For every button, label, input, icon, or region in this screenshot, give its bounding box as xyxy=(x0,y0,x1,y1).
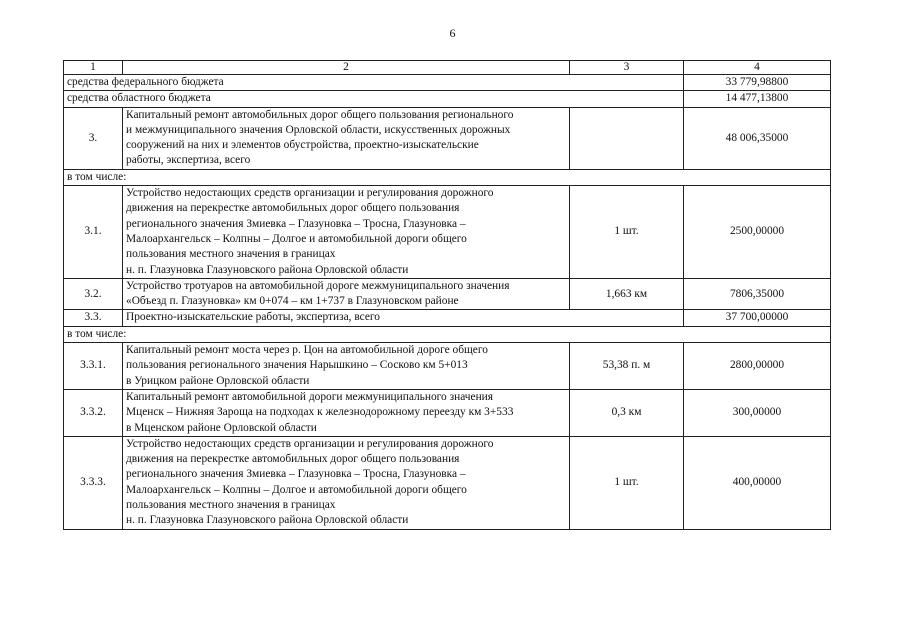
row-amount: 2500,00000 xyxy=(684,186,831,279)
description-line: пользования регионального значения Нарышкино – Сосково км 5+013 xyxy=(126,359,468,372)
row-number: 3.3.2. xyxy=(64,389,123,436)
description-line: сооружений на них и элементов обустройства, проектно-изыскательские xyxy=(126,139,479,152)
row-number: 3.1. xyxy=(64,186,123,279)
description-line: работы, экспертиза, всего xyxy=(126,154,251,167)
table-row-3-3-1 xyxy=(64,343,831,390)
row-quantity: 1 шт. xyxy=(570,436,684,529)
description-line: регионального значения Змиевка – Глазуновка – Тросна, Глазуновка – xyxy=(126,468,466,481)
description-line: пользования местного значения в границах xyxy=(126,499,336,512)
header-col-2: 2 xyxy=(123,61,570,75)
description-line: регионального значения Змиевка – Глазуновка – Тросна, Глазуновка – xyxy=(126,217,466,230)
federal-value: 33 779,98800 xyxy=(684,75,831,91)
row-amount: 2800,00000 xyxy=(684,343,831,390)
description-line: Устройство недостающих средств организации и регулирования дорожного xyxy=(126,187,494,200)
table-row-3-1 xyxy=(64,186,831,279)
row-number: 3.3.1. xyxy=(64,343,123,390)
table-row-including xyxy=(64,326,831,342)
regional-value: 14 477,13800 xyxy=(684,91,831,107)
table-row-federal xyxy=(64,75,831,91)
description-line: н. п. Глазуновка Глазуновского района Орловской области xyxy=(126,263,409,276)
header-col-3: 3 xyxy=(570,61,684,75)
row-quantity xyxy=(570,107,684,169)
row-amount: 48 006,35000 xyxy=(684,107,831,169)
description-line: «Объезд п. Глазуновка» км 0+074 – км 1+737 в Глазуновском районе xyxy=(126,295,459,308)
description-line: в Мценском районе Орловской области xyxy=(126,421,317,434)
table-row-3-3 xyxy=(64,310,831,326)
table-row-including xyxy=(64,169,831,185)
row-description xyxy=(123,436,570,529)
row-description xyxy=(123,107,570,169)
row-quantity: 53,38 п. м xyxy=(570,343,684,390)
header-col-1: 1 xyxy=(64,61,123,75)
description-line: н. п. Глазуновка Глазуновского района Орловской области xyxy=(126,514,409,527)
header-col-4: 4 xyxy=(684,61,831,75)
description-line: Малоархангельск – Колпны – Долгое и автомобильной дороги общего xyxy=(126,483,467,496)
row-quantity: 1 шт. xyxy=(570,186,684,279)
table-row-regional xyxy=(64,91,831,107)
row-number: 3.3.3. xyxy=(64,436,123,529)
row-quantity: 1,663 км xyxy=(570,278,684,310)
description-line: движения на перекрестке автомобильных дорог общего пользования xyxy=(126,453,460,466)
table-header-row xyxy=(64,61,831,75)
description-line: движения на перекрестке автомобильных дорог общего пользования xyxy=(126,202,460,215)
description-line: Капитальный ремонт моста через р. Цон на автомобильной дороге общего xyxy=(126,344,488,357)
table-row-3 xyxy=(64,107,831,169)
table-row-3-3-2 xyxy=(64,389,831,436)
description-line: Малоархангельск – Колпны – Долгое и автомобильной дороги общего xyxy=(126,232,467,245)
description-line: и межмуниципального значения Орловской области, искусственных дорожных xyxy=(126,123,511,136)
row-amount: 400,00000 xyxy=(684,436,831,529)
row-amount: 300,00000 xyxy=(684,389,831,436)
row-description xyxy=(123,186,570,279)
description-line: пользования местного значения в границах xyxy=(126,248,336,261)
row-amount: 7806,35000 xyxy=(684,278,831,310)
table-row-3-3-3 xyxy=(64,436,831,529)
row-description: Проектно-изыскательские работы, экспертиза, всего xyxy=(123,310,684,326)
description-line: Устройство недостающих средств организации и регулирования дорожного xyxy=(126,437,494,450)
row-description xyxy=(123,343,570,390)
row-description xyxy=(123,389,570,436)
row-number: 3.3. xyxy=(64,310,123,326)
description-line: Мценск – Нижняя Зароща на подходах к железнодорожному переезду км 3+533 xyxy=(126,406,514,419)
description-line: Устройство тротуаров на автомобильной дороге межмуниципального значения xyxy=(126,279,510,292)
table-row-3-2 xyxy=(64,278,831,310)
description-line: Капитальный ремонт автомобильных дорог общего пользования регионального xyxy=(126,108,514,121)
regional-label: средства областного бюджета xyxy=(64,91,684,107)
row-amount: 37 700,00000 xyxy=(684,310,831,326)
row-quantity: 0,3 км xyxy=(570,389,684,436)
page-number: 6 xyxy=(449,26,456,40)
row-number: 3.2. xyxy=(64,278,123,310)
description-line: Капитальный ремонт автомобильной дороги межмуниципального значения xyxy=(126,390,494,403)
budget-table xyxy=(63,60,831,530)
including-label: в том числе: xyxy=(64,326,831,342)
description-line: в Урицком районе Орловской области xyxy=(126,374,310,387)
row-description xyxy=(123,278,570,310)
row-number: 3. xyxy=(64,107,123,169)
federal-label: средства федерального бюджета xyxy=(64,75,684,91)
including-label: в том числе: xyxy=(64,169,831,185)
